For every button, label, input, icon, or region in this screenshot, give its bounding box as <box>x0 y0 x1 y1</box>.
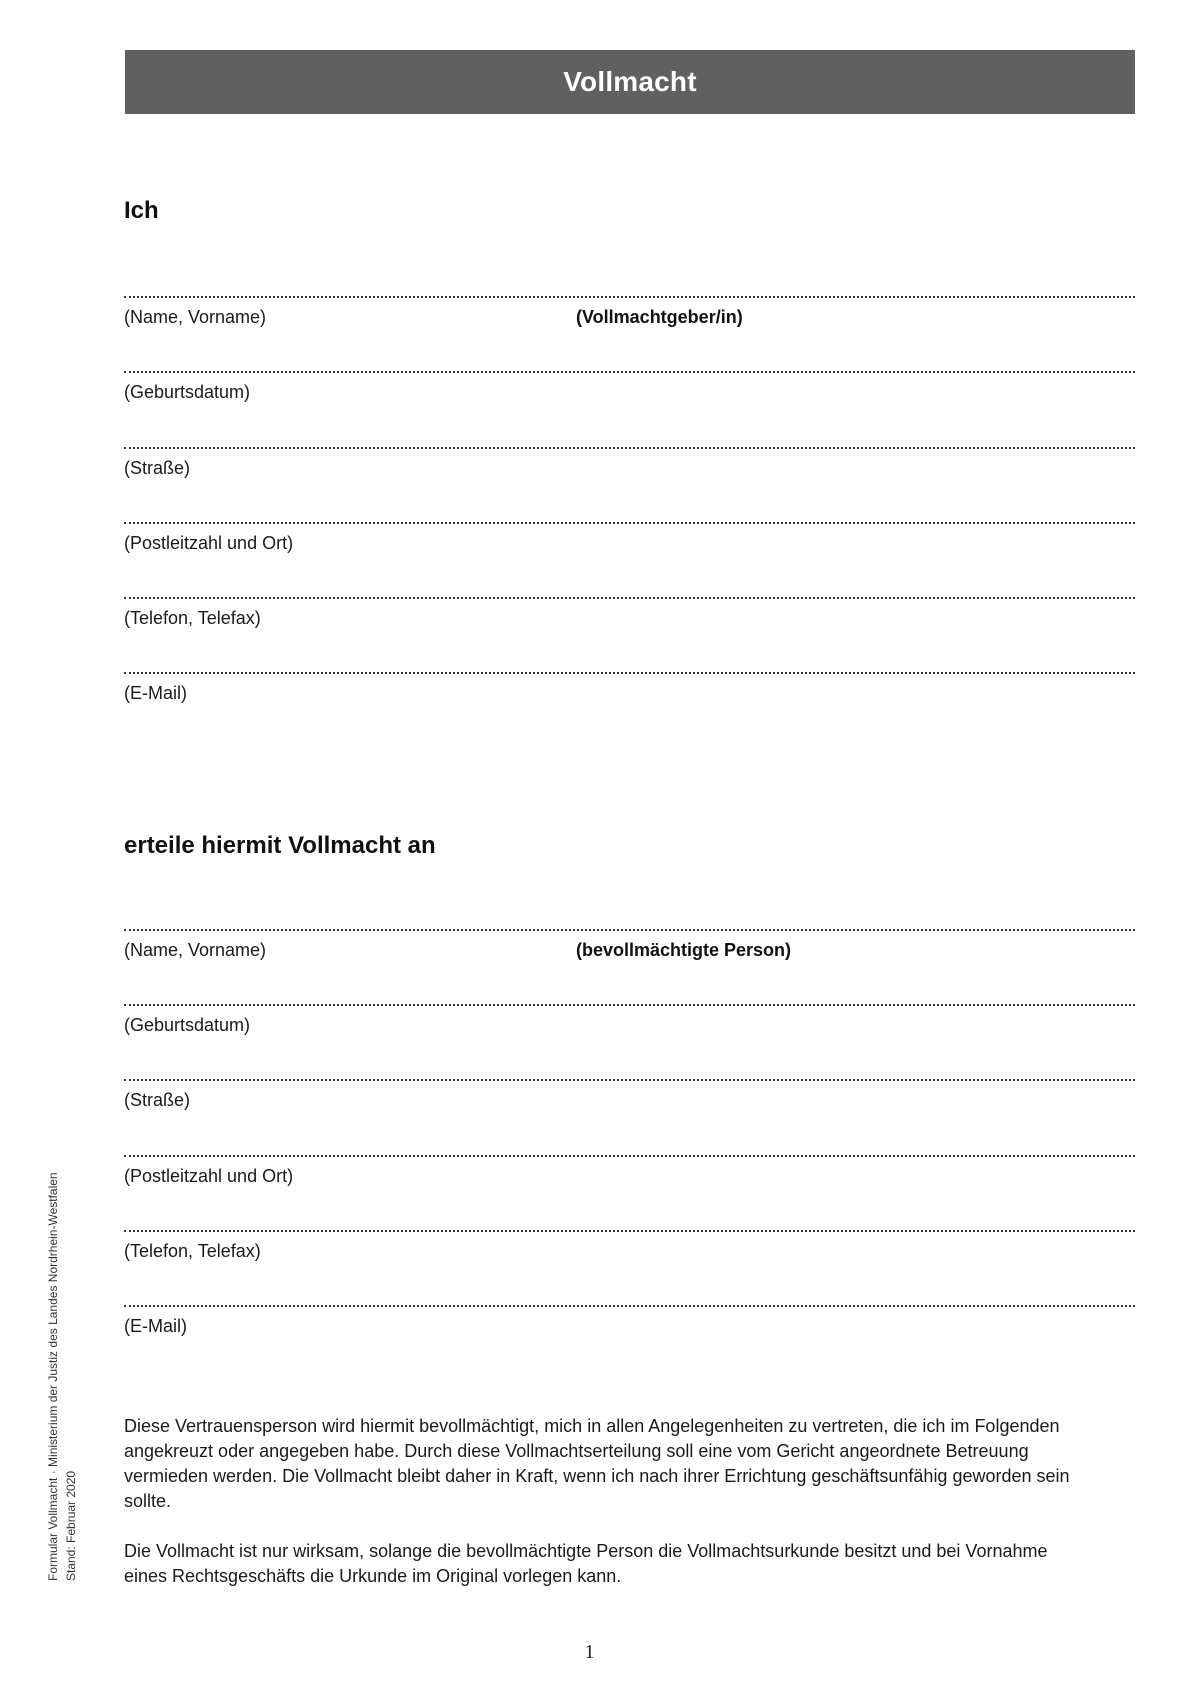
dotted-line <box>124 1230 1135 1232</box>
grantor-phone-fax-field[interactable] <box>124 597 1135 641</box>
field-label: (E-Mail) <box>124 683 187 703</box>
field-label: (Geburtsdatum) <box>124 1015 251 1035</box>
attorney-name-field[interactable] <box>124 929 1135 973</box>
side-note-source: Formular Vollmacht · Ministerium der Justiz des Landes Nordrhein-Westfalen <box>46 1172 60 1581</box>
field-label: (Straße) <box>124 1090 191 1110</box>
dotted-line <box>124 1155 1135 1157</box>
grantor-postcode-city-field[interactable] <box>124 522 1135 566</box>
dotted-line <box>124 1004 1135 1006</box>
field-label: (Name, Vorname) <box>124 940 267 960</box>
dotted-line <box>124 672 1135 674</box>
page-number: 1 <box>584 1641 595 1663</box>
dotted-line <box>124 929 1135 931</box>
dotted-line <box>124 1305 1135 1307</box>
attorney-heading: erteile hiermit Vollmacht an <box>124 832 436 859</box>
dotted-line <box>124 597 1135 599</box>
field-label: (E-Mail) <box>124 1316 187 1336</box>
grantor-street-field[interactable] <box>124 447 1135 491</box>
field-label: (Postleitzahl und Ort) <box>124 533 294 553</box>
grantor-heading: Ich <box>124 197 159 224</box>
field-label: (Telefon, Telefax) <box>124 1241 261 1261</box>
dotted-line <box>124 522 1135 524</box>
attorney-street-field[interactable] <box>124 1079 1135 1123</box>
dotted-line <box>124 371 1135 373</box>
field-label: (Straße) <box>124 458 191 478</box>
grantor-role-label: (Vollmachtgeber/in) <box>576 307 743 327</box>
attorney-phone-fax-field[interactable] <box>124 1230 1135 1274</box>
title-bar <box>125 50 1135 114</box>
dotted-line <box>124 1079 1135 1081</box>
dotted-line <box>124 447 1135 449</box>
document-title: Vollmacht <box>563 66 697 97</box>
intro-paragraph: Diese Vertrauensperson wird hiermit bevollmächtigt, mich in allen Angelegenheiten zu vertreten, die ich im Folgenden angekreuzt oder angegeben habe. Durch diese Vollmachtserteilung soll eine vom Gericht angeordnete Betreuung vermieden werden. Die Vollmacht bleibt daher in Kraft, wenn ich nach ihrer Errichtung geschäftsunfähig geworden sein sollte. <box>124 1416 1070 1511</box>
side-note-date: Stand: Februar 2020 <box>64 1470 78 1581</box>
dotted-line <box>124 296 1135 298</box>
field-label: (Name, Vorname) <box>124 307 267 327</box>
attorney-postcode-city-field[interactable] <box>124 1155 1135 1199</box>
attorney-email-field[interactable] <box>124 1305 1135 1349</box>
grantor-email-field[interactable] <box>124 672 1135 716</box>
field-label: (Postleitzahl und Ort) <box>124 1166 294 1186</box>
attorney-birthdate-field[interactable] <box>124 1004 1135 1048</box>
field-label: (Geburtsdatum) <box>124 382 251 402</box>
grantor-name-field[interactable] <box>124 296 1135 340</box>
side-note <box>44 1172 80 1581</box>
grantor-birthdate-field[interactable] <box>124 371 1135 415</box>
field-label: (Telefon, Telefax) <box>124 608 261 628</box>
validity-paragraph: Die Vollmacht ist nur wirksam, solange die bevollmächtigte Person die Vollmachtsurkunde besitzt und bei Vornahme eines Rechtsgeschäfts die Urkunde im Original vorlegen kann. <box>124 1541 1048 1586</box>
attorney-role-label: (bevollmächtigte Person) <box>576 940 792 960</box>
